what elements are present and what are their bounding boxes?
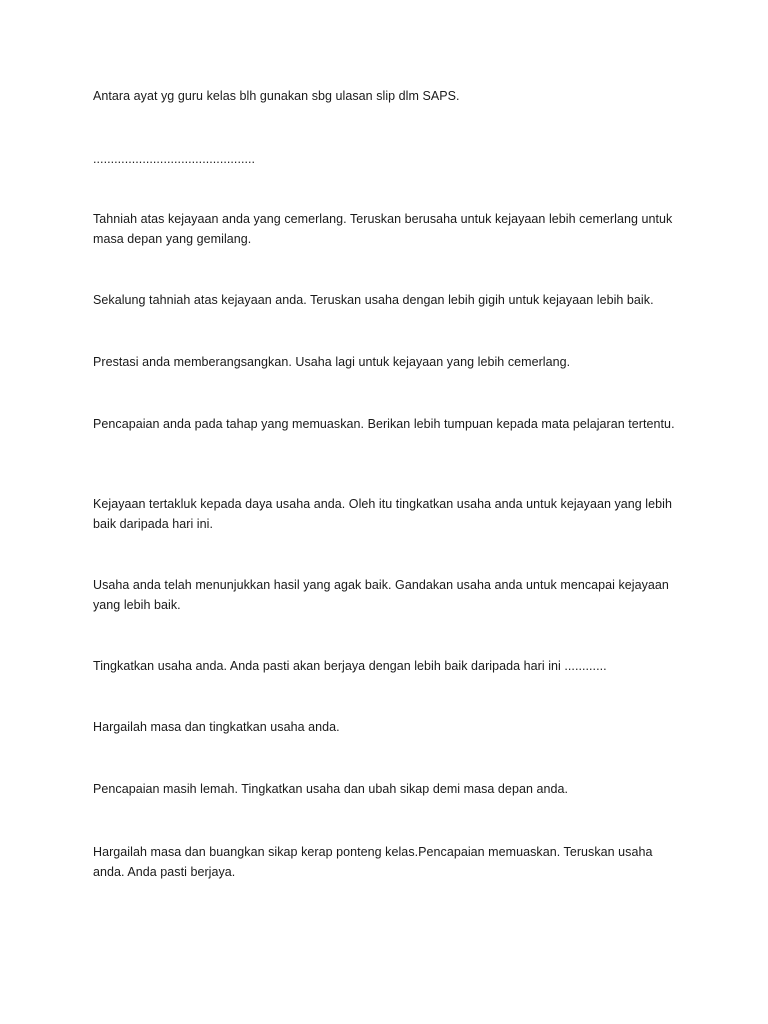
comment-2: Sekalung tahniah atas kejayaan anda. Teruskan usaha dengan lebih gigih untuk kejayaan lebih baik. [93, 293, 654, 307]
comment-4: Pencapaian anda pada tahap yang memuaskan. Berikan lebih tumpuan kepada mata pelajaran tertentu. [93, 417, 675, 431]
comment-6: Usaha anda telah menunjukkan hasil yang agak baik. Gandakan usaha anda untuk mencapai kejayaan yang lebih baik. [93, 578, 669, 612]
dotted-separator: .............................................. [93, 152, 256, 166]
comment-8: Hargailah masa dan tingkatkan usaha anda. [93, 720, 340, 734]
comment-3: Prestasi anda memberangsangkan. Usaha lagi untuk kejayaan yang lebih cemerlang. [93, 355, 571, 369]
comment-10: Hargailah masa dan buangkan sikap kerap ponteng kelas.Pencapaian memuaskan. Teruskan usaha anda. Anda pasti berjaya. [93, 845, 653, 879]
comment-9: Pencapaian masih lemah. Tingkatkan usaha dan ubah sikap demi masa depan anda. [93, 782, 568, 796]
comment-1: Tahniah atas kejayaan anda yang cemerlang. Teruskan berusaha untuk kejayaan lebih cemerlang untuk masa depan yang gemilang. [93, 212, 673, 246]
comment-7: Tingkatkan usaha anda. Anda pasti akan berjaya dengan lebih baik daripada hari ini ............ [93, 659, 607, 673]
comment-5: Kejayaan tertakluk kepada daya usaha anda. Oleh itu tingkatkan usaha anda untuk kejayaan yang lebih baik daripada hari ini. [93, 497, 672, 531]
intro-line: Antara ayat yg guru kelas blh gunakan sbg ulasan slip dlm SAPS. [93, 89, 460, 103]
